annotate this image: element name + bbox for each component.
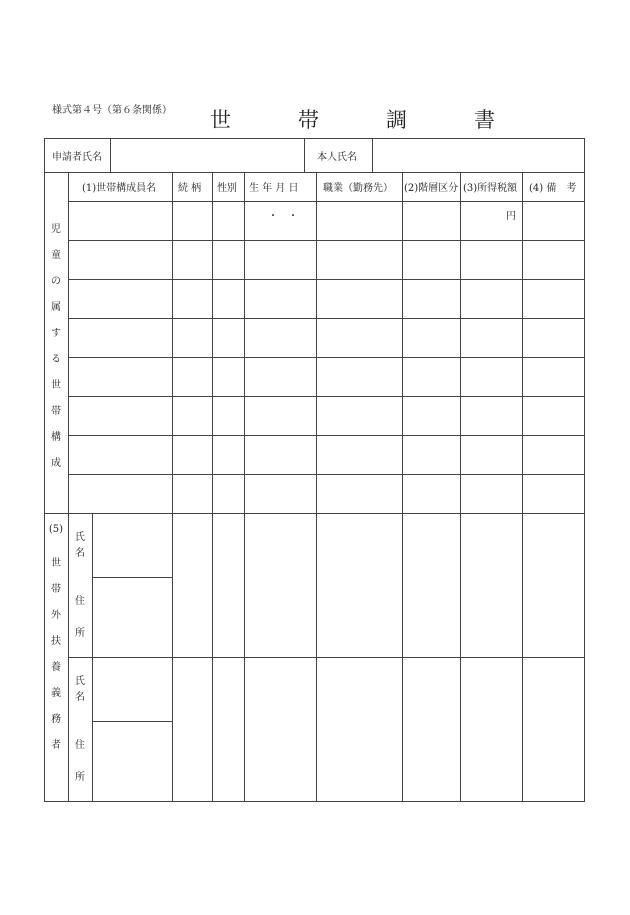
side-label-char: 義 — [51, 688, 61, 699]
form-number-label: 様式第４号（第６条関係） — [52, 105, 172, 116]
sub-label-name: 名 — [75, 548, 85, 559]
header-tax: (3)所得税額 — [463, 183, 518, 194]
header-member-name: (1)世帯構成員名 — [82, 183, 157, 194]
header-relation: 続 柄 — [178, 183, 202, 194]
header-birth-date: 生 年 月 日 — [249, 183, 299, 194]
side-label-char: 外 — [51, 610, 61, 621]
side-label-char: 養 — [51, 662, 61, 673]
side-label-char: 世 — [51, 380, 61, 391]
header-remarks: (4) 備 考 — [529, 183, 577, 194]
side-label-number: (5) — [48, 524, 64, 535]
side-label-char: す — [51, 328, 61, 339]
side-label-char: 童 — [51, 250, 61, 261]
side-label-char: 者 — [51, 740, 61, 751]
side-label-char: る — [51, 354, 61, 365]
sub-label-address: 住 — [75, 740, 85, 751]
side-label-char: の — [51, 276, 61, 287]
side-label-char: 務 — [51, 714, 61, 725]
person-name-label: 本人氏名 — [317, 152, 357, 163]
sub-label-address: 所 — [75, 772, 85, 783]
sub-label-address: 住 — [75, 596, 85, 607]
header-occupation: 職業（勤務先） — [323, 183, 393, 194]
side-label-char: 扶 — [51, 636, 61, 647]
sub-label-name: 名 — [75, 692, 85, 703]
side-label-char: 帯 — [51, 406, 61, 417]
tax-unit-yen: 円 — [506, 211, 516, 222]
applicant-name-label: 申請者氏名 — [52, 152, 102, 163]
birth-date-dots: ・ ・ — [268, 211, 298, 222]
side-label-char: 成 — [51, 458, 61, 469]
table-border — [45, 139, 585, 802]
side-label-char: 世 — [51, 558, 61, 569]
side-label-char: 児 — [51, 224, 61, 235]
sub-label-name: 氏 — [75, 532, 85, 543]
sub-label-address: 所 — [75, 628, 85, 639]
side-label-char: 帯 — [51, 584, 61, 595]
side-label-char: 構 — [51, 432, 61, 443]
sub-label-name: 氏 — [75, 676, 85, 687]
header-sex: 性別 — [217, 183, 237, 194]
table-grid — [45, 139, 585, 802]
document-title: 世 帯 調 書 — [210, 108, 518, 132]
side-label-char: 属 — [51, 302, 61, 313]
header-class: (2)階層区分 — [404, 183, 459, 194]
